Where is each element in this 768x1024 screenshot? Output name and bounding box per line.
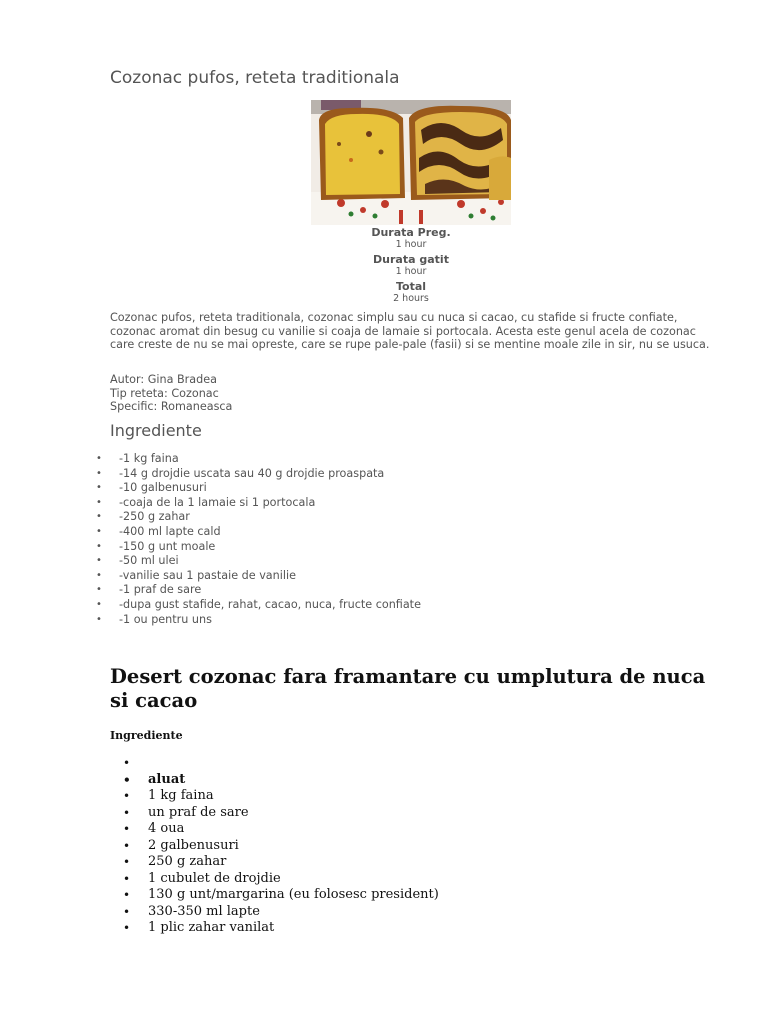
list-item-empty [123,755,439,772]
list-item: • 1 kg faina [123,788,439,805]
list-item: • 330-350 ml lapte [123,904,439,921]
list-item-section: • aluat [123,772,439,789]
cook-time-value: 1 hour [395,266,427,277]
list-item: • -dupa gust stafide, rahat, cacao, nuca, fructe confiate [96,598,421,613]
list-item: • -1 praf de sare [96,583,421,598]
dessert-title: Desert cozonac fara framantare cu umplutura de nuca si cacao [110,665,706,712]
recipe-type: Tip reteta: Cozonac [110,386,219,400]
list-item: • 2 galbenusuri [123,838,439,855]
list-item: • 250 g zahar [123,854,439,871]
list-item: • 130 g unt/margarina (eu folosesc president) [123,887,439,904]
total-time-value: 2 hours [393,293,429,304]
ingredients-heading: Ingrediente [110,421,202,440]
recipe-intro: Cozonac pufos, reteta traditionala, cozonac simplu sau cu nuca si cacao, cu stafide si fructe confiate, cozonac aromat din besug cu vanilie si coaja de lamaie si portocala. Acesta este genul acela de cozonac care creste de nu se mai opreste, care se rupe pale-pale (fasii) si se mentine moale zile in sir, nu se usuca. [110,311,710,351]
recipe-times [0,226,768,307]
cook-time-label: Durata gatit [373,253,449,266]
prep-time-value: 1 hour [395,239,427,250]
list-item: • 1 cubulet de drojdie [123,871,439,888]
ingredients-list [96,452,421,627]
prep-time-label: Durata Preg. [371,226,451,239]
list-item: • -1 kg faina [96,452,421,467]
cozonac-photo [311,100,511,225]
list-item: • -400 ml lapte cald [96,525,421,540]
total-time-label: Total [395,280,427,293]
dessert-ingredients-heading: Ingrediente [110,729,183,742]
recipe-specific: Specific: Romaneasca [110,400,233,413]
list-item: • -10 galbenusuri [96,481,421,496]
list-item: • -50 ml ulei [96,554,421,569]
list-item: • -250 g zahar [96,510,421,525]
list-item: • -vanilie sau 1 pastaie de vanilie [96,569,421,584]
list-item: • 4 oua [123,821,439,838]
author: Autor: Gina Bradea [110,373,217,386]
recipe-meta [110,373,232,414]
list-item: • -150 g unt moale [96,540,421,555]
cozonac-image [311,100,511,225]
list-item: • 1 plic zahar vanilat [123,920,439,937]
list-item: • -1 ou pentru uns [96,613,421,628]
list-item: • -14 g drojdie uscata sau 40 g drojdie proaspata [96,467,421,482]
dessert-ingredients-list [123,755,439,937]
list-item: • un praf de sare [123,805,439,822]
list-item: • -coaja de la 1 lamaie si 1 portocala [96,496,421,511]
recipe-title: Cozonac pufos, reteta traditionala [110,68,400,88]
